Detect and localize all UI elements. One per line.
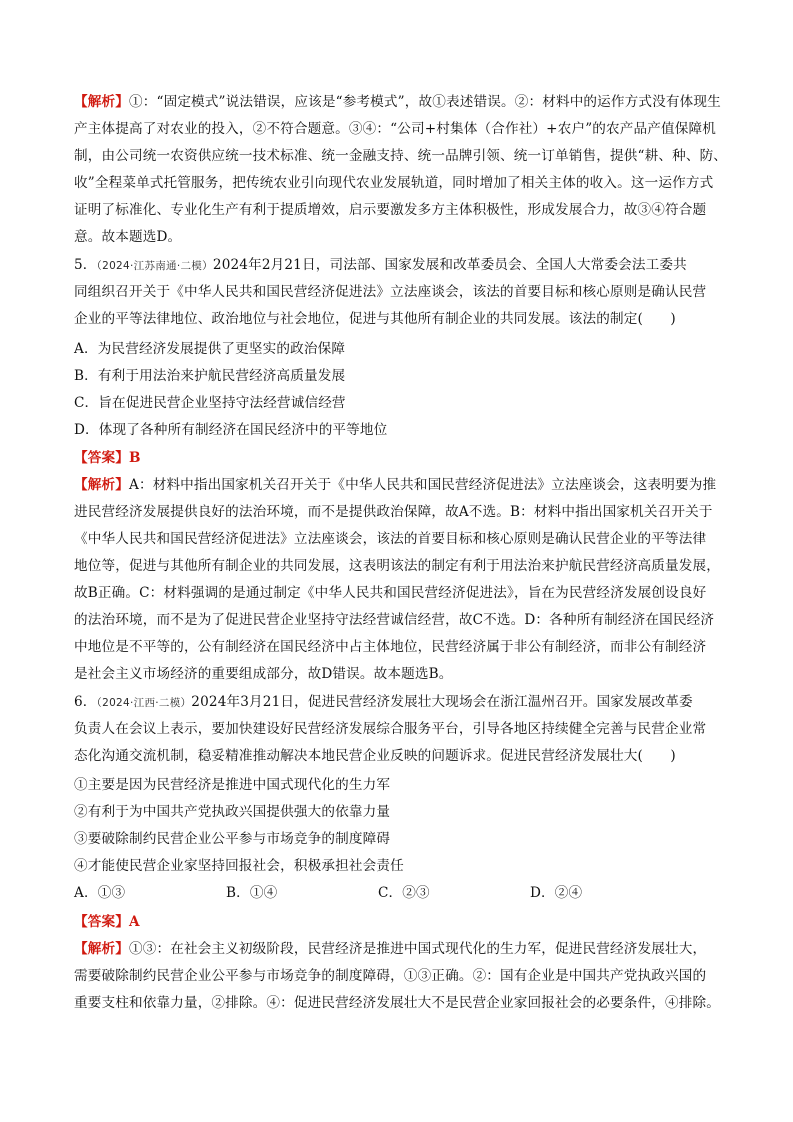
answer-label: 【答案】	[74, 914, 129, 930]
analysis-label: 【解析】	[74, 94, 129, 110]
prev-analysis-line-2: 产主体提高了对农业的投入，②不符合题意。③④：“公司+村集体（合作社）+农户”的农产品产值保障机	[74, 121, 717, 137]
q6-stem-line-3: 态化沟通交流机制，稳妥精准推动解决本地民营企业反映的问题诉求。促进民营经济发展壮大( )	[74, 748, 676, 764]
q5-analysis-line-6: 的法治环境，而不是为了促进民营企业坚持守法经营诚信经营，故C不选。D：各种所有制经济在国民经济	[74, 612, 715, 628]
prev-analysis-line-5: 证明了标准化、专业化生产有利于提质增效，启示要激发多方主体积极性，形成发展合力，故③④符合题	[74, 202, 707, 218]
q5-option-d: D．体现了各种所有制经济在国民经济中的平等地位	[74, 422, 388, 438]
q6-analysis-line-3: 重要支柱和依靠力量，②排除。④：促进民营经济发展壮大不是民营企业家回报社会的必要条件，④排除。	[74, 995, 720, 1011]
q5-analysis-line-4: 地位等，促进与其他所有制企业的共同发展，这表明该法的制定有利于用法治来护航民营经济高质量发展，	[74, 558, 720, 574]
q6-choice-c: C．②③	[378, 885, 430, 901]
q6-statement-1: ①主要是因为民营经济是推进中国式现代化的生力军	[74, 777, 391, 793]
q5-analysis-line-8: 是社会主义市场经济的重要组成部分，故D错误。故本题选B。	[74, 666, 453, 682]
q5-stem-line-3: 企业的平等法律地位、政治地位与社会地位，促进与其他所有制企业的共同发展。该法的制定( )	[74, 311, 676, 327]
analysis-label: 【解析】	[74, 941, 129, 957]
q6-choice-b: B．①④	[226, 885, 278, 901]
q6-choice-d: D．②④	[530, 885, 583, 901]
answer-label: 【答案】	[74, 450, 129, 466]
q5-analysis-line-1: 【解析】A：材料中指出国家机关召开关于《中华人民共和国民营经济促进法》立法座谈会，这表明要为推	[74, 477, 717, 493]
q6-analysis-line-1: 【解析】①③：在社会主义初级阶段，民营经济是推进中国式现代化的生力军，促进民营经济发展壮大，	[74, 941, 707, 957]
q5-option-a: A．为民营经济发展提供了更坚实的政治保障	[74, 341, 346, 357]
q6-analysis-line-2: 需要破除制约民营企业公平参与市场竞争的制度障碍，①③正确。②：国有企业是中国共产党执政兴国的	[74, 968, 707, 984]
prev-analysis-line-6: 意。故本题选D。	[74, 229, 182, 245]
q6-answer-value: A	[128, 914, 140, 930]
prev-analysis-line-1: 【解析】①：“固定模式”说法错误，应该是“参考模式”，故①表述错误。②：材料中的运作方式没有体现生	[74, 94, 721, 110]
q5-stem-line-1: 5．（2024·江苏南通·二模）2024年2月21日，司法部、国家发展和改革委员会、全国人大常委会法工委共	[74, 257, 687, 273]
q5-analysis-line-2: 进民营经济发展提供良好的法治环境，而不是提供政治保障，故A不选。B：材料中指出国家机关召开关于	[74, 504, 713, 520]
q5-number: 5．	[74, 257, 97, 273]
q6-choice-a: A．①③	[74, 885, 126, 901]
q5-option-b: B．有利于用法治来护航民营经济高质量发展	[74, 368, 346, 384]
q5-stem-line-2: 同组织召开关于《中华人民共和国民营经济促进法》立法座谈会，该法的首要目标和核心原则是确认民营	[74, 284, 707, 300]
q6-stem-line-1: 6．（2024·江西·二模）2024年3月21日，促进民营经济发展壮大现场会在浙江温州召开。国家发展改革委	[74, 694, 693, 710]
q6-number: 6．	[74, 694, 97, 710]
q6-choices	[74, 884, 682, 902]
prev-analysis-line-3: 制，由公司统一农资供应统一技术标准、统一金融支持、统一品牌引领、统一订单销售，提供“耕、种、防、	[74, 148, 728, 164]
q5-answer	[74, 449, 141, 467]
q5-option-c: C．旨在促进民营企业坚持守法经营诚信经营	[74, 395, 346, 411]
q6-statement-4: ④才能使民营企业家坚持回报社会，积极承担社会责任	[74, 858, 404, 874]
q6-stem-line-2: 负责人在会议上表示，要加快建设好民营经济发展综合服务平台，引导各地区持续健全完善与民营企业常	[74, 721, 707, 737]
q5-analysis-line-3: 《中华人民共和国民营经济促进法》立法座谈会，该法的首要目标和核心原则是确认民营企业的平等法律	[74, 531, 707, 547]
q5-analysis-line-7: 中地位是不平等的，公有制经济在国民经济中占主体地位，民营经济属于非公有制经济，而非公有制经济	[74, 639, 707, 655]
prev-analysis-line-4: 收”全程菜单式托管服务，把传统农业引向现代农业发展轨道，同时增加了相关主体的收入。这一运作方式	[74, 175, 714, 191]
q5-answer-value: B	[128, 450, 141, 466]
analysis-label: 【解析】	[74, 477, 129, 493]
q6-statement-3: ③要破除制约民营企业公平参与市场竞争的制度障碍	[74, 831, 391, 847]
q6-statement-2: ②有利于为中国共产党执政兴国提供强大的依靠力量	[74, 804, 391, 820]
q5-analysis-line-5: 故B正确。C：材料强调的是通过制定《中华人民共和国民营经济促进法》，旨在为民营经济发展创设良好	[74, 585, 707, 601]
q6-answer	[74, 913, 140, 931]
q5-source: （2024·江苏南通·二模）	[96, 260, 213, 272]
q6-source: （2024·江西·二模）	[96, 697, 192, 709]
